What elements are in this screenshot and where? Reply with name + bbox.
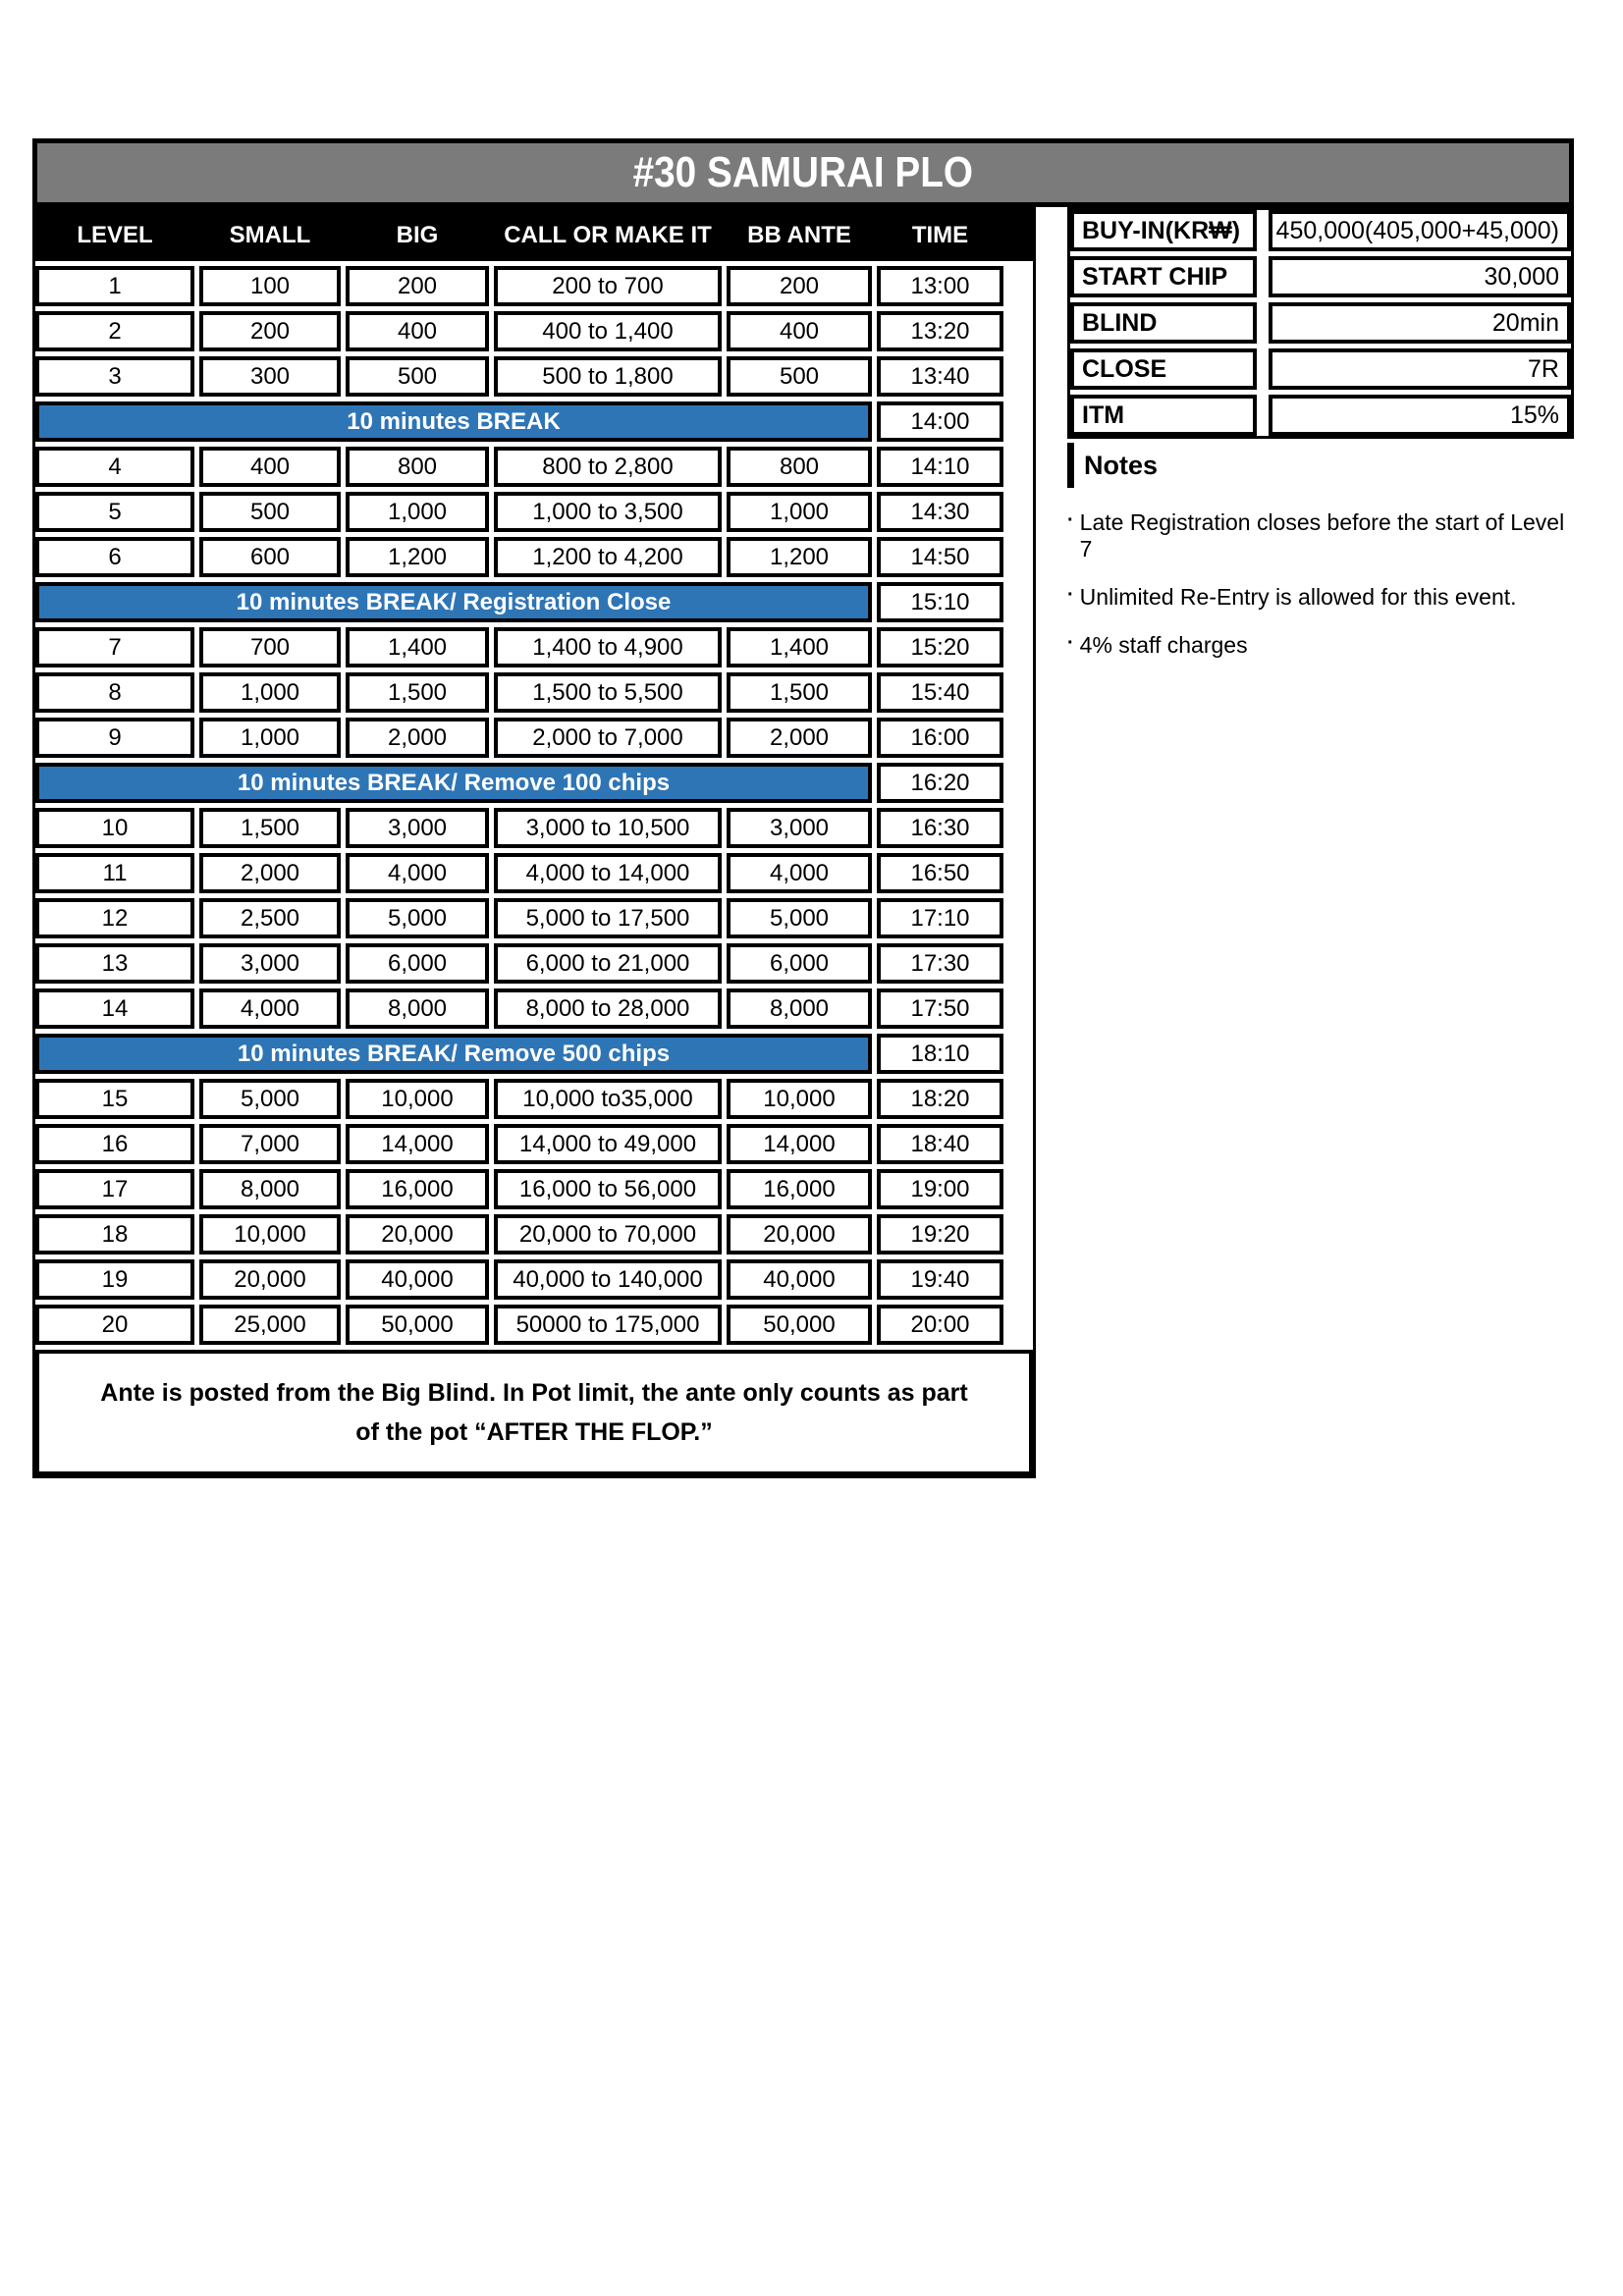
cell-bb-ante: 40,000 — [727, 1259, 872, 1300]
cell-call-or-make-it: 3,000 to 10,500 — [494, 808, 722, 848]
cell-bb-ante: 5,000 — [727, 898, 872, 938]
note-bullet: · — [1067, 632, 1074, 654]
note-text: 4% staff charges — [1079, 632, 1248, 658]
cell-small: 20,000 — [199, 1259, 341, 1300]
cell-time: 15:40 — [877, 672, 1003, 713]
cell-call-or-make-it: 500 to 1,800 — [494, 356, 722, 397]
cell-call-or-make-it: 1,400 to 4,900 — [494, 627, 722, 667]
cell-bb-ante: 16,000 — [727, 1169, 872, 1209]
cell-call-or-make-it: 50000 to 175,000 — [494, 1305, 722, 1345]
cell-bb-ante: 3,000 — [727, 808, 872, 848]
cell-bb-ante: 400 — [727, 311, 872, 351]
info-table — [1067, 207, 1574, 439]
cell-time: 17:50 — [877, 988, 1003, 1029]
cell-time: 16:20 — [877, 763, 1003, 803]
cell-time: 14:30 — [877, 492, 1003, 532]
level-row — [35, 537, 1033, 577]
cell-time: 18:40 — [877, 1124, 1003, 1164]
cell-call-or-make-it: 16,000 to 56,000 — [494, 1169, 722, 1209]
info-row — [1070, 302, 1571, 344]
note-item — [1067, 584, 1574, 611]
break-label: 10 minutes BREAK/ Remove 100 chips — [35, 763, 872, 803]
cell-small: 400 — [199, 447, 341, 487]
info-row — [1070, 348, 1571, 390]
info-panel — [1067, 207, 1574, 659]
header-cell-time: TIME — [911, 222, 969, 248]
cell-level: 7 — [35, 627, 194, 667]
cell-small: 700 — [199, 627, 341, 667]
cell-call-or-make-it: 1,000 to 3,500 — [494, 492, 722, 532]
cell-time: 16:50 — [877, 853, 1003, 893]
info-row — [1070, 256, 1571, 297]
cell-bb-ante: 4,000 — [727, 853, 872, 893]
cell-level: 1 — [35, 266, 194, 306]
break-row — [35, 582, 1033, 622]
cell-big: 40,000 — [346, 1259, 489, 1300]
info-label: START CHIP — [1070, 256, 1257, 297]
level-row — [35, 808, 1033, 848]
cell-time: 13:00 — [877, 266, 1003, 306]
note-bullet: · — [1067, 584, 1074, 606]
cell-small: 100 — [199, 266, 341, 306]
cell-small: 300 — [199, 356, 341, 397]
header-cell-bb-ante: BB ANTE — [747, 222, 851, 248]
cell-time: 14:10 — [877, 447, 1003, 487]
cell-level: 4 — [35, 447, 194, 487]
cell-level: 10 — [35, 808, 194, 848]
cell-big: 1,200 — [346, 537, 489, 577]
cell-level: 3 — [35, 356, 194, 397]
cell-bb-ante: 500 — [727, 356, 872, 397]
cell-time: 20:00 — [877, 1305, 1003, 1345]
cell-big: 6,000 — [346, 943, 489, 984]
cell-big: 200 — [346, 266, 489, 306]
cell-level: 17 — [35, 1169, 194, 1209]
cell-call-or-make-it: 1,200 to 4,200 — [494, 537, 722, 577]
cell-big: 20,000 — [346, 1214, 489, 1255]
level-row — [35, 943, 1033, 984]
cell-small: 5,000 — [199, 1079, 341, 1119]
cell-call-or-make-it: 20,000 to 70,000 — [494, 1214, 722, 1255]
info-label: ITM — [1070, 395, 1257, 436]
cell-bb-ante: 8,000 — [727, 988, 872, 1029]
cell-bb-ante: 200 — [727, 266, 872, 306]
level-row — [35, 1124, 1033, 1164]
level-row — [35, 853, 1033, 893]
cell-level: 19 — [35, 1259, 194, 1300]
level-row — [35, 1305, 1033, 1345]
title-bar — [32, 138, 1574, 207]
note-item — [1067, 509, 1574, 562]
header-cell-level: LEVEL — [77, 222, 153, 248]
break-row — [35, 763, 1033, 803]
level-row — [35, 1169, 1033, 1209]
cell-bb-ante: 1,200 — [727, 537, 872, 577]
level-row — [35, 672, 1033, 713]
notes-section — [1067, 443, 1574, 659]
cell-call-or-make-it: 8,000 to 28,000 — [494, 988, 722, 1029]
info-value: 7R — [1269, 348, 1571, 390]
cell-big: 5,000 — [346, 898, 489, 938]
cell-small: 2,000 — [199, 853, 341, 893]
cell-small: 600 — [199, 537, 341, 577]
cell-time: 16:00 — [877, 718, 1003, 758]
footer-note: Ante is posted from the Big Blind. In Pot limit, the ante only counts as part of the pot “AFTER THE FLOP.” — [35, 1350, 1033, 1475]
level-row — [35, 898, 1033, 938]
info-label: CLOSE — [1070, 348, 1257, 390]
cell-small: 1,000 — [199, 718, 341, 758]
tournament-title: #30 SAMURAI PLO — [632, 148, 974, 196]
cell-bb-ante: 1,400 — [727, 627, 872, 667]
cell-big: 1,400 — [346, 627, 489, 667]
cell-small: 4,000 — [199, 988, 341, 1029]
cell-small: 25,000 — [199, 1305, 341, 1345]
cell-call-or-make-it: 10,000 to35,000 — [494, 1079, 722, 1119]
level-row — [35, 266, 1033, 306]
info-label: BUY-IN(KR₩) — [1070, 210, 1257, 251]
cell-call-or-make-it: 6,000 to 21,000 — [494, 943, 722, 984]
cell-level: 14 — [35, 988, 194, 1029]
cell-small: 200 — [199, 311, 341, 351]
note-item — [1067, 632, 1574, 659]
cell-big: 1,000 — [346, 492, 489, 532]
level-row — [35, 447, 1033, 487]
cell-call-or-make-it: 40,000 to 140,000 — [494, 1259, 722, 1300]
cell-small: 10,000 — [199, 1214, 341, 1255]
cell-big: 500 — [346, 356, 489, 397]
cell-call-or-make-it: 1,500 to 5,500 — [494, 672, 722, 713]
info-value: 15% — [1269, 395, 1571, 436]
cell-small: 8,000 — [199, 1169, 341, 1209]
cell-bb-ante: 2,000 — [727, 718, 872, 758]
level-row — [35, 492, 1033, 532]
note-bullet: · — [1067, 509, 1074, 531]
info-label: BLIND — [1070, 302, 1257, 344]
cell-time: 16:30 — [877, 808, 1003, 848]
break-row — [35, 1034, 1033, 1074]
cell-big: 3,000 — [346, 808, 489, 848]
cell-level: 5 — [35, 492, 194, 532]
cell-small: 500 — [199, 492, 341, 532]
blind-rows — [35, 261, 1033, 1350]
cell-time: 13:40 — [877, 356, 1003, 397]
cell-bb-ante: 1,000 — [727, 492, 872, 532]
cell-big: 10,000 — [346, 1079, 489, 1119]
cell-call-or-make-it: 14,000 to 49,000 — [494, 1124, 722, 1164]
cell-bb-ante: 1,500 — [727, 672, 872, 713]
cell-level: 9 — [35, 718, 194, 758]
level-row — [35, 627, 1033, 667]
cell-time: 14:00 — [877, 401, 1003, 442]
cell-big: 2,000 — [346, 718, 489, 758]
cell-time: 19:20 — [877, 1214, 1003, 1255]
cell-time: 17:10 — [877, 898, 1003, 938]
cell-small: 1,500 — [199, 808, 341, 848]
cell-call-or-make-it: 4,000 to 14,000 — [494, 853, 722, 893]
cell-time: 18:20 — [877, 1079, 1003, 1119]
info-row — [1070, 210, 1571, 251]
cell-bb-ante: 800 — [727, 447, 872, 487]
info-value: 30,000 — [1269, 256, 1571, 297]
cell-call-or-make-it: 2,000 to 7,000 — [494, 718, 722, 758]
cell-time: 18:10 — [877, 1034, 1003, 1074]
level-row — [35, 311, 1033, 351]
cell-level: 20 — [35, 1305, 194, 1345]
cell-bb-ante: 20,000 — [727, 1214, 872, 1255]
header-cell-call-or-make-it: CALL OR MAKE IT — [504, 222, 712, 248]
cell-time: 15:20 — [877, 627, 1003, 667]
break-label: 10 minutes BREAK/ Registration Close — [35, 582, 872, 622]
info-value: 20min — [1269, 302, 1571, 344]
cell-level: 13 — [35, 943, 194, 984]
cell-time: 13:20 — [877, 311, 1003, 351]
level-row — [35, 356, 1033, 397]
cell-level: 2 — [35, 311, 194, 351]
cell-small: 7,000 — [199, 1124, 341, 1164]
info-value: 450,000(405,000+45,000) — [1269, 210, 1571, 251]
notes-title: Notes — [1067, 443, 1574, 488]
cell-bb-ante: 6,000 — [727, 943, 872, 984]
info-row — [1070, 395, 1571, 436]
break-label: 10 minutes BREAK/ Remove 500 chips — [35, 1034, 872, 1074]
note-text: Unlimited Re-Entry is allowed for this event. — [1079, 584, 1517, 610]
notes-list — [1067, 509, 1574, 659]
cell-big: 14,000 — [346, 1124, 489, 1164]
blind-structure-table — [32, 207, 1036, 1478]
cell-big: 1,500 — [346, 672, 489, 713]
cell-call-or-make-it: 400 to 1,400 — [494, 311, 722, 351]
level-row — [35, 718, 1033, 758]
level-row — [35, 1259, 1033, 1300]
cell-big: 50,000 — [346, 1305, 489, 1345]
cell-time: 17:30 — [877, 943, 1003, 984]
level-row — [35, 1079, 1033, 1119]
cell-small: 2,500 — [199, 898, 341, 938]
cell-small: 3,000 — [199, 943, 341, 984]
cell-level: 11 — [35, 853, 194, 893]
cell-call-or-make-it: 800 to 2,800 — [494, 447, 722, 487]
cell-big: 16,000 — [346, 1169, 489, 1209]
cell-level: 15 — [35, 1079, 194, 1119]
cell-time: 19:40 — [877, 1259, 1003, 1300]
cell-small: 1,000 — [199, 672, 341, 713]
cell-big: 4,000 — [346, 853, 489, 893]
cell-big: 800 — [346, 447, 489, 487]
cell-level: 16 — [35, 1124, 194, 1164]
cell-bb-ante: 10,000 — [727, 1079, 872, 1119]
blind-header-row — [35, 210, 1033, 261]
cell-call-or-make-it: 5,000 to 17,500 — [494, 898, 722, 938]
cell-level: 8 — [35, 672, 194, 713]
cell-big: 400 — [346, 311, 489, 351]
level-row — [35, 988, 1033, 1029]
cell-time: 19:00 — [877, 1169, 1003, 1209]
note-text: Late Registration closes before the start of Level 7 — [1079, 509, 1565, 561]
cell-bb-ante: 50,000 — [727, 1305, 872, 1345]
cell-time: 15:10 — [877, 582, 1003, 622]
cell-level: 6 — [35, 537, 194, 577]
cell-level: 18 — [35, 1214, 194, 1255]
break-row — [35, 401, 1033, 442]
header-cell-big: BIG — [396, 222, 439, 248]
cell-level: 12 — [35, 898, 194, 938]
break-label: 10 minutes BREAK — [35, 401, 872, 442]
header-cell-small: SMALL — [229, 222, 311, 248]
cell-time: 14:50 — [877, 537, 1003, 577]
level-row — [35, 1214, 1033, 1255]
cell-big: 8,000 — [346, 988, 489, 1029]
cell-call-or-make-it: 200 to 700 — [494, 266, 722, 306]
cell-bb-ante: 14,000 — [727, 1124, 872, 1164]
